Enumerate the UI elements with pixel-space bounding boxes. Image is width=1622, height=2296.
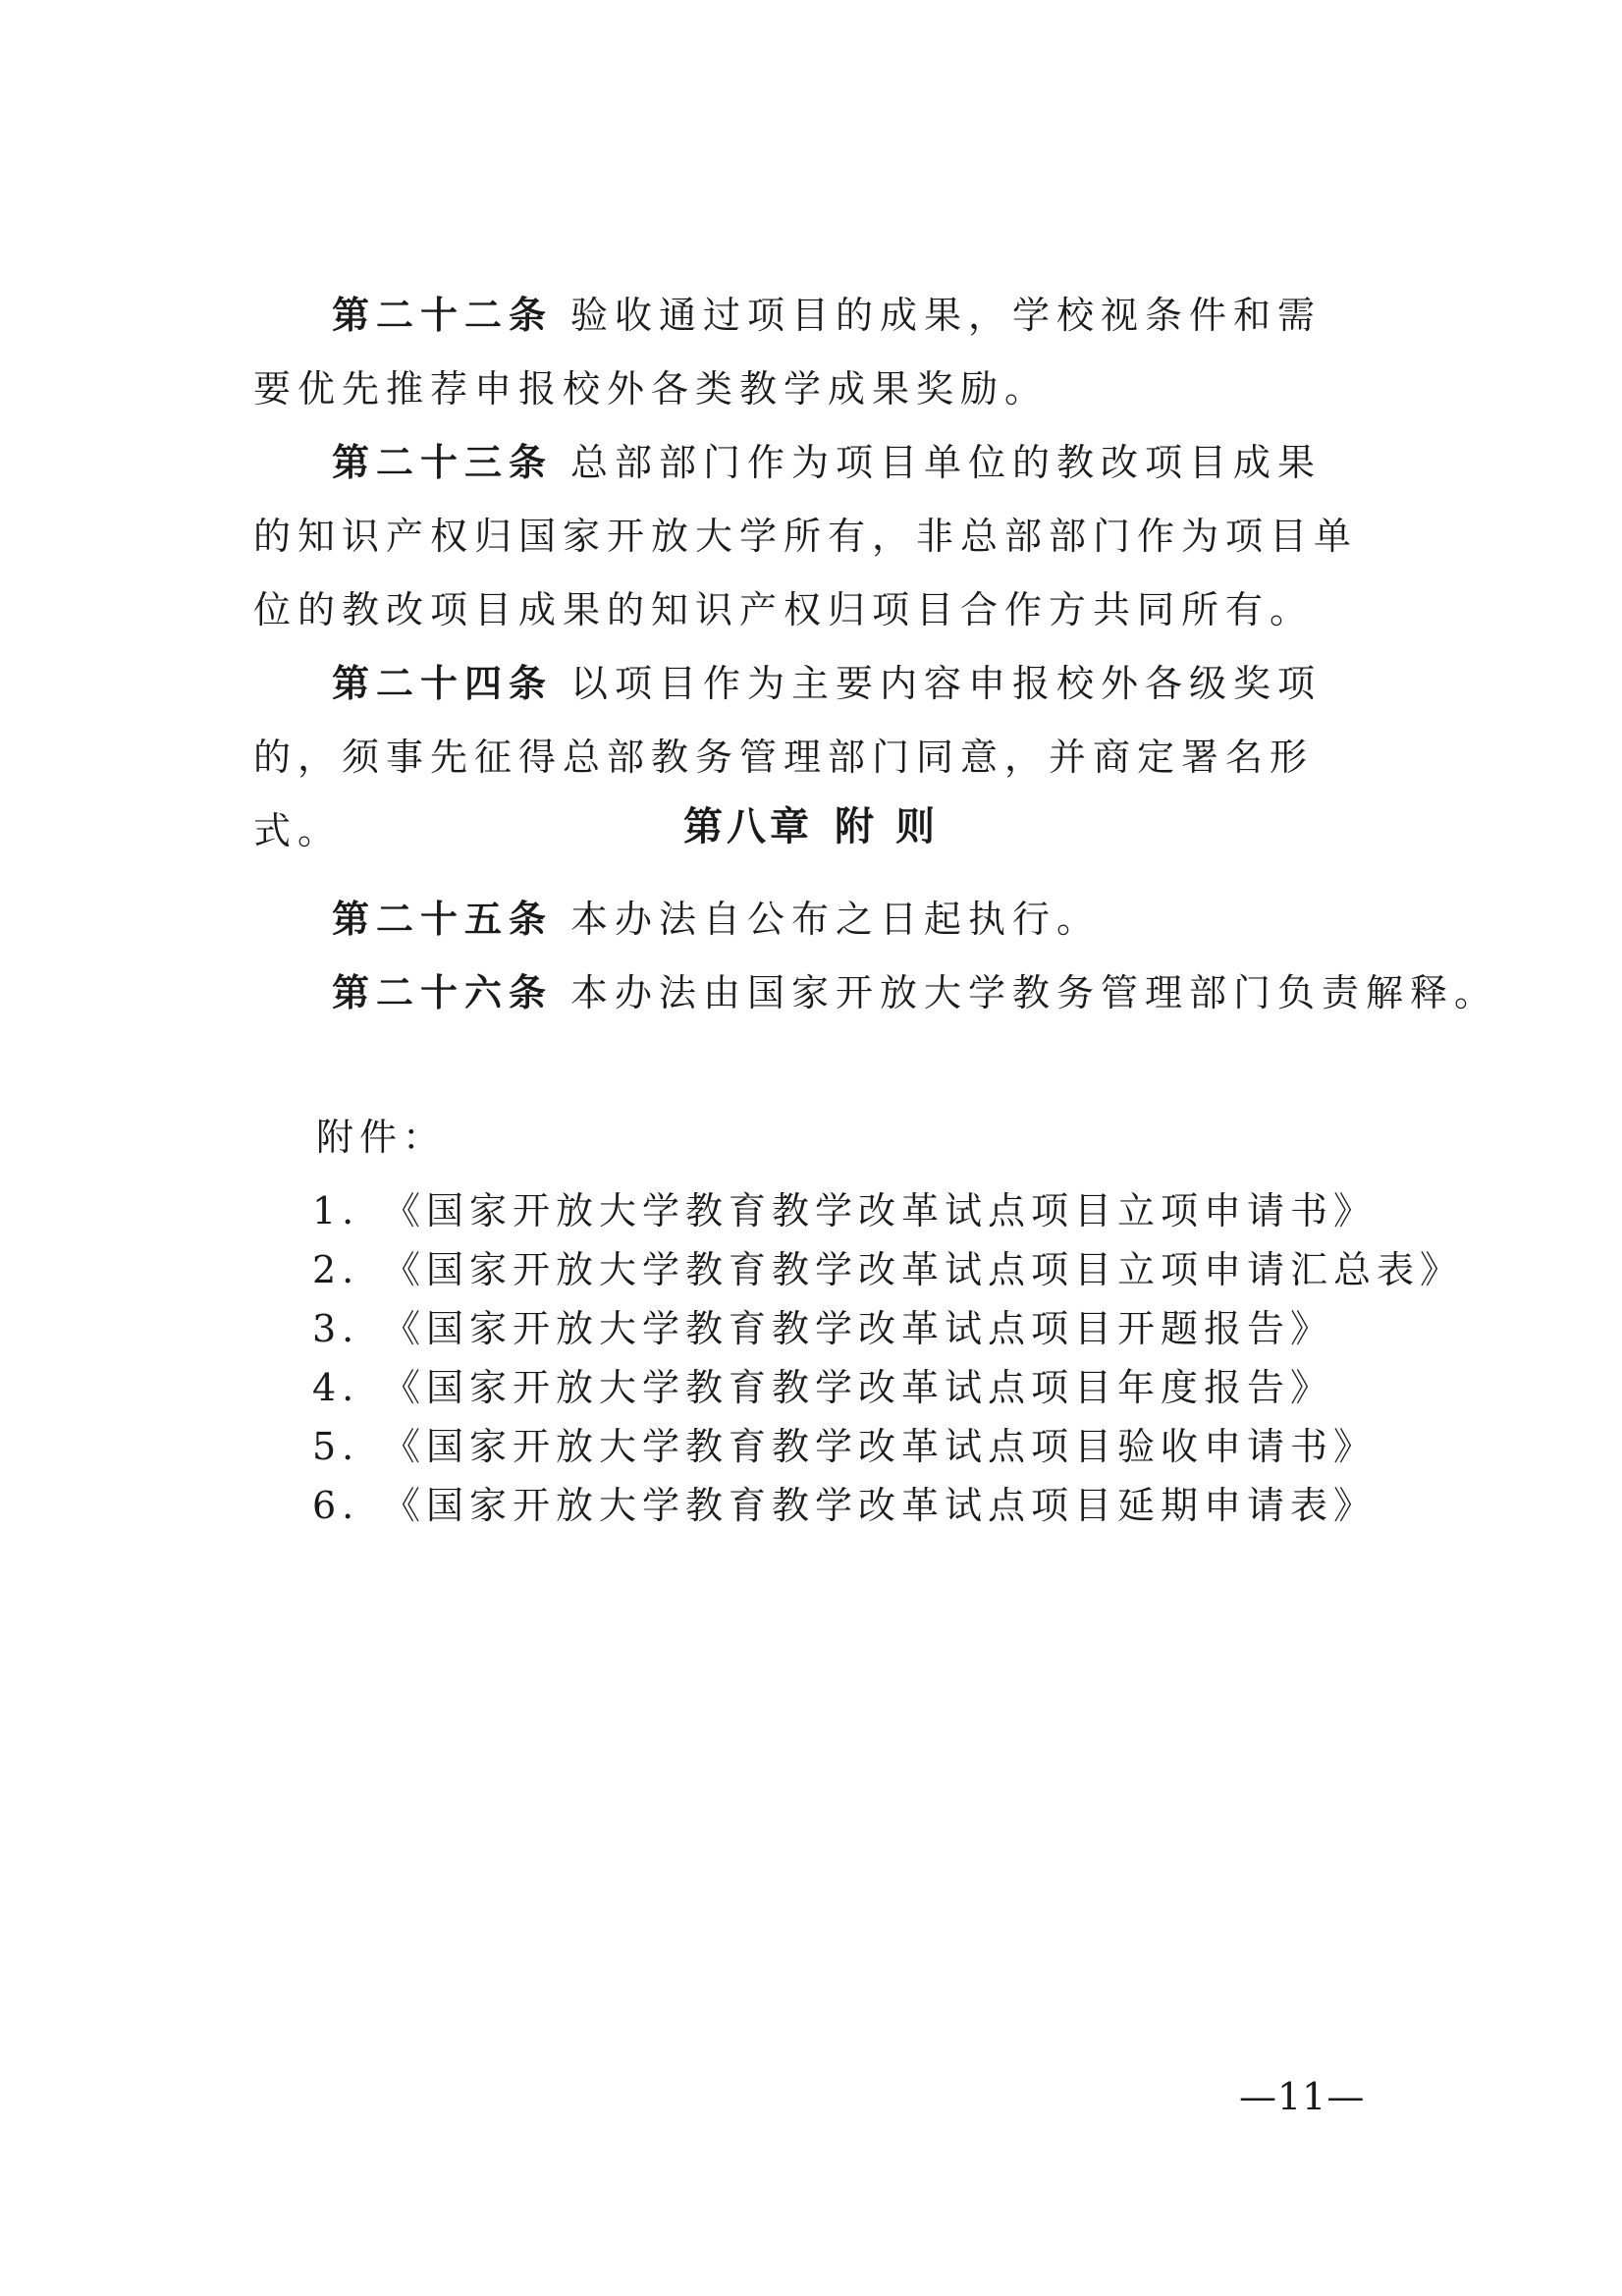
article-22-text: 验收通过项目的成果，学校视条件和需要优先推荐申报校外各类教学成果奖励。 <box>253 294 1323 410</box>
page-number: —11— <box>1239 2075 1366 2118</box>
attachment-title: 《国家开放大学教育教学改革试点项目立项申请书》 <box>383 1189 1378 1232</box>
attachment-number: 3. <box>312 1307 360 1350</box>
attachment-title: 《国家开放大学教育教学改革试点项目年度报告》 <box>383 1366 1334 1409</box>
chapter-name: 附 则 <box>835 803 939 849</box>
attachment-item-6 <box>312 1476 1377 1535</box>
attachment-title: 《国家开放大学教育教学改革试点项目立项申请汇总表》 <box>383 1248 1464 1291</box>
attachment-number: 2. <box>312 1248 360 1291</box>
attachment-title: 《国家开放大学教育教学改革试点项目开题报告》 <box>383 1307 1334 1350</box>
article-24-text: 以项目作为主要内容申报校外各级奖项的，须事先征得总部教务管理部门同意，并商定署名形式。 <box>253 662 1323 852</box>
article-26 <box>332 963 1498 1022</box>
attachment-number: 6. <box>312 1484 360 1527</box>
chapter-heading <box>0 797 1622 856</box>
attachment-title: 《国家开放大学教育教学改革试点项目延期申请表》 <box>383 1484 1378 1527</box>
attachment-item-2 <box>312 1240 1463 1299</box>
attachment-number: 4. <box>312 1366 360 1409</box>
chapter-number: 第八章 <box>683 803 814 849</box>
attachments-title: 附件： <box>316 1116 447 1159</box>
attachment-number: 5. <box>312 1425 360 1468</box>
article-25 <box>332 890 1101 949</box>
attachment-title: 《国家开放大学教育教学改革试点项目验收申请书》 <box>383 1425 1378 1468</box>
article-22 <box>253 278 1363 426</box>
article-26-heading: 第二十六条 <box>332 970 554 1014</box>
article-22-heading: 第二十二条 <box>332 293 554 337</box>
attachment-item-1 <box>312 1181 1377 1240</box>
attachment-item-5 <box>312 1417 1377 1476</box>
article-25-text: 本办法自公布之日起执行。 <box>570 898 1102 941</box>
article-24-heading: 第二十四条 <box>332 661 554 705</box>
attachment-item-3 <box>312 1299 1333 1358</box>
article-23 <box>253 425 1363 647</box>
article-23-heading: 第二十三条 <box>332 440 554 484</box>
attachment-item-4 <box>312 1358 1333 1417</box>
article-25-heading: 第二十五条 <box>332 897 554 941</box>
attachment-number: 1. <box>312 1189 360 1232</box>
article-23-text: 总部部门作为项目单位的教改项目成果的知识产权归国家开放大学所有，非总部部门作为项目单位的教改项目成果的知识产权归项目合作方共同所有。 <box>253 441 1359 631</box>
article-26-text: 本办法由国家开放大学教务管理部门负责解释。 <box>570 971 1499 1014</box>
